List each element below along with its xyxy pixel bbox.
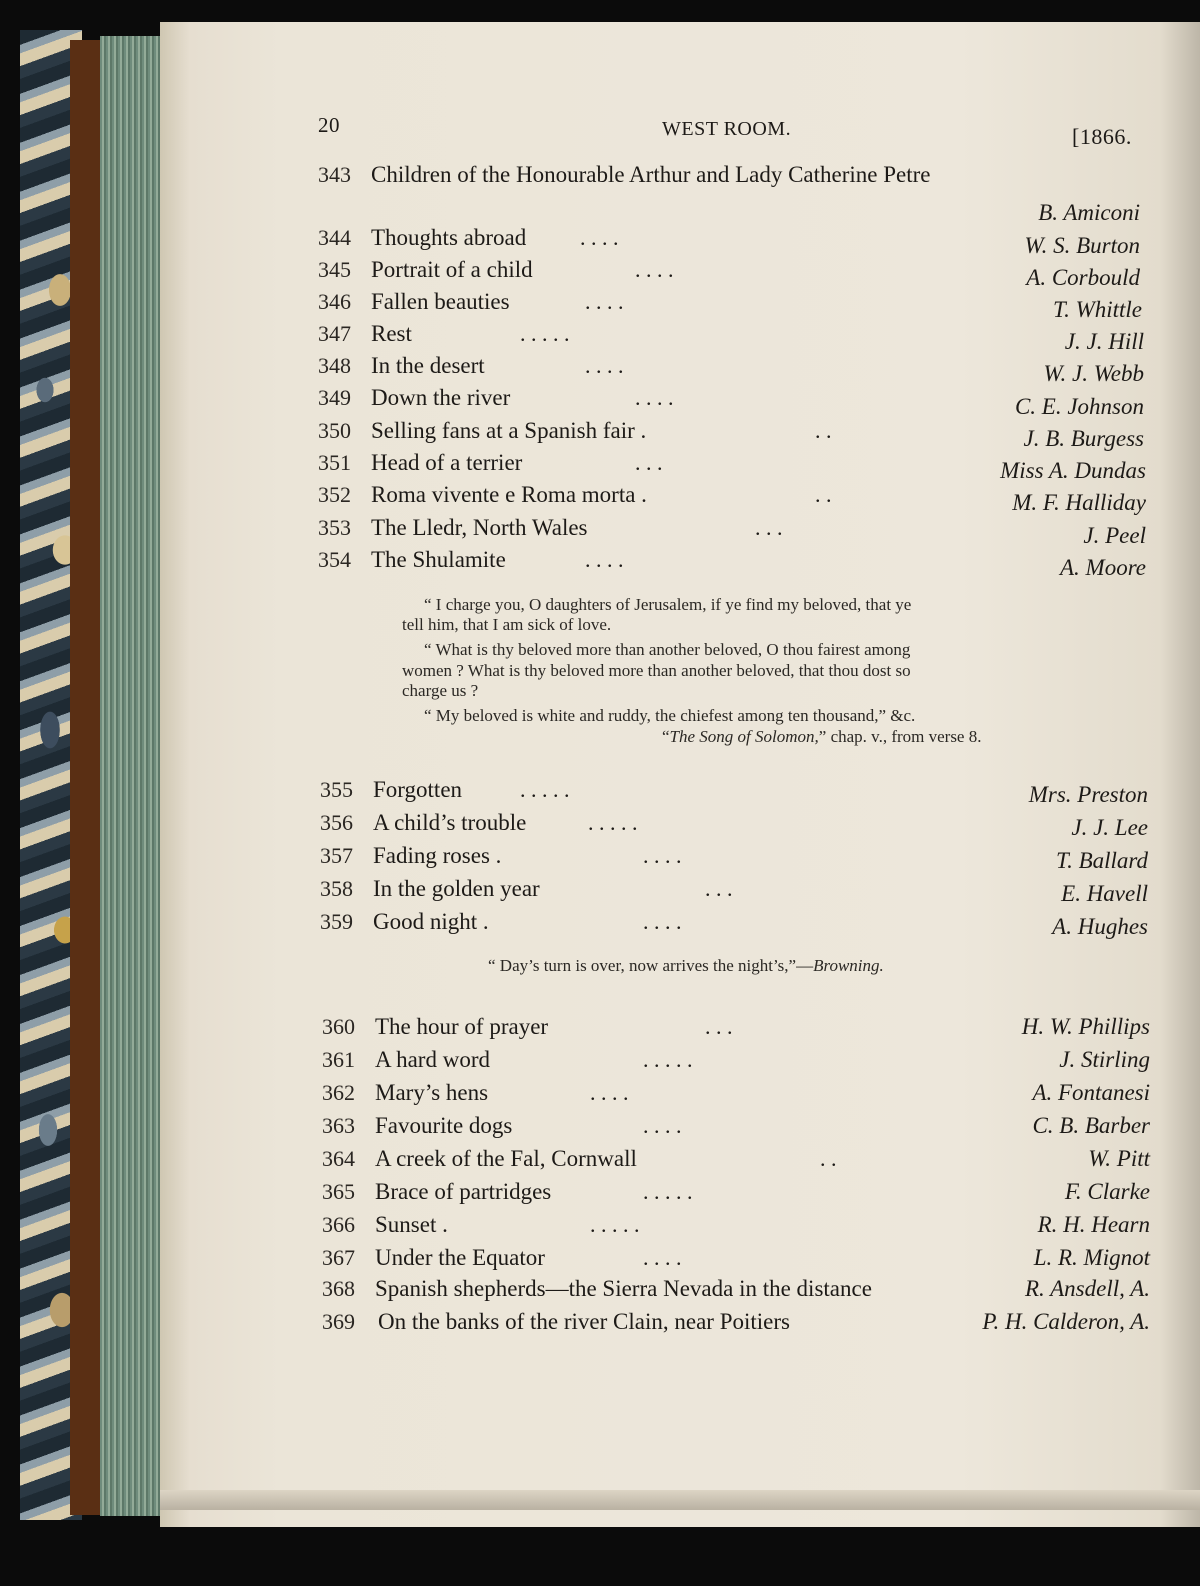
entry-artist: Miss A. Dundas: [1000, 458, 1146, 483]
leader-dots: . . . . .: [520, 777, 570, 802]
entry-number: 358: [320, 876, 353, 901]
quote-line: “ My beloved is white and ruddy, the chiefest among ten thousand,” &c.: [424, 706, 916, 725]
entry-title: Selling fans at a Spanish fair .: [371, 418, 647, 443]
entry-number: 351: [318, 450, 351, 475]
leader-dots: . . .: [755, 515, 783, 540]
entry-title: In the desert: [371, 353, 485, 378]
entry-number: 356: [320, 810, 353, 835]
entry-artist: H. W. Phillips: [1021, 1014, 1150, 1039]
entry-title: Roma vivente e Roma morta .: [371, 482, 647, 507]
entry-number: 346: [318, 289, 351, 314]
entry-title: Rest: [371, 321, 412, 346]
entry-title: Sunset .: [375, 1212, 448, 1237]
entry-artist: L. R. Mignot: [1033, 1245, 1150, 1270]
room-heading: WEST ROOM.: [662, 118, 792, 140]
entry-artist: A. Fontanesi: [1032, 1080, 1150, 1105]
leader-dots: . . . .: [590, 1080, 629, 1105]
quote-line: tell him, that I am sick of love.: [402, 615, 612, 634]
entry-artist: A. Moore: [1059, 555, 1146, 580]
entry-title: Children of the Honourable Arthur and Lady Catherine Petre: [371, 162, 931, 187]
entry-title: The hour of prayer: [375, 1014, 549, 1039]
entry-title: Thoughts abroad: [371, 225, 527, 250]
entry-artist: W. S. Burton: [1024, 233, 1140, 258]
leader-dots: . . . . .: [643, 1047, 693, 1072]
entry-artist: R. Ansdell, A.: [1024, 1276, 1150, 1301]
entry-title: Favourite dogs: [375, 1113, 513, 1138]
entry-number: 353: [318, 515, 351, 540]
leader-dots: . . . . .: [520, 321, 570, 346]
leader-dots: . .: [815, 482, 832, 507]
entry-number: 366: [322, 1212, 355, 1237]
page-bottom-edge: [160, 1490, 1200, 1510]
quote-mark: “: [662, 727, 670, 746]
leader-dots: . . . . .: [643, 1179, 693, 1204]
leader-dots: . . . . .: [590, 1212, 640, 1237]
entry-number: 361: [322, 1047, 355, 1072]
page-edges: [100, 36, 162, 1516]
leader-dots: . .: [815, 418, 832, 443]
entry-artist: R. H. Hearn: [1037, 1212, 1150, 1237]
entry-title: Spanish shepherds—the Sierra Nevada in the distance: [375, 1276, 872, 1301]
quote-line: “ What is thy beloved more than another beloved, O thou fairest among: [424, 640, 911, 659]
entry-number: 350: [318, 418, 351, 443]
entry-number: 368: [322, 1276, 355, 1301]
entry-artist: J. B. Burgess: [1023, 426, 1144, 451]
entry-number: 369: [322, 1309, 355, 1334]
entry-title: Fallen beauties: [371, 289, 510, 314]
entry-artist: C. B. Barber: [1032, 1113, 1150, 1138]
entry-artist: J. Stirling: [1059, 1047, 1150, 1072]
leader-dots: . . . .: [643, 843, 682, 868]
quote-text: “ Day’s turn is over, now arrives the night’s,”—: [488, 956, 814, 975]
leader-dots: . . . . .: [588, 810, 638, 835]
entry-title: Good night .: [373, 909, 489, 934]
entry-title: A creek of the Fal, Cornwall: [375, 1146, 637, 1171]
entry-number: 344: [318, 225, 351, 250]
entry-number: 357: [320, 843, 353, 868]
entry-title: The Shulamite: [371, 547, 506, 572]
year-label: [1866.: [1072, 124, 1132, 149]
entry-title: Mary’s hens: [375, 1080, 489, 1105]
entry-artist: E. Havell: [1061, 881, 1148, 906]
entry-artist: M. F. Halliday: [1012, 490, 1146, 515]
entry-title: The Lledr, North Wales: [371, 515, 588, 540]
leader-dots: . . . .: [585, 353, 624, 378]
leader-dots: . . .: [705, 1014, 733, 1039]
entry-title: Forgotten: [373, 777, 463, 802]
entry-artist: Mrs. Preston: [1028, 782, 1148, 807]
entry-number: 354: [318, 547, 351, 572]
leader-dots: . . . .: [643, 909, 682, 934]
entry-number: 355: [320, 777, 353, 802]
leader-dots: . . . .: [643, 1245, 682, 1270]
entry-number: 343: [318, 162, 351, 187]
leader-dots: . . . .: [635, 257, 674, 282]
entry-number: 349: [318, 385, 351, 410]
entry-title: Under the Equator: [375, 1245, 545, 1270]
entry-title: A hard word: [375, 1047, 490, 1072]
entry-artist: P. H. Calderon, A.: [982, 1309, 1150, 1334]
leader-dots: . . .: [635, 450, 663, 475]
quote-line: charge us ?: [402, 681, 479, 700]
entry-artist: J. J. Hill: [1064, 329, 1144, 354]
entry-artist: W. J. Webb: [1043, 361, 1144, 386]
entry-artist: A. Hughes: [1052, 914, 1148, 939]
entry-artist: A. Corbould: [1026, 265, 1140, 290]
entry-title: Head of a terrier: [371, 450, 523, 475]
entry-number: 364: [322, 1146, 355, 1171]
quote-source: [662, 727, 981, 747]
entry-artist: T. Ballard: [1055, 848, 1148, 873]
entry-artist: J. J. Lee: [1071, 815, 1148, 840]
quote-source-ref: ” chap. v., from verse 8.: [818, 727, 982, 746]
entry-number: 365: [322, 1179, 355, 1204]
entry-artist: W. Pitt: [1088, 1146, 1150, 1171]
entry-number: 359: [320, 909, 353, 934]
entry-title: Brace of partridges: [375, 1179, 552, 1204]
quote-line: “ I charge you, O daughters of Jerusalem, if ye find my beloved, that ye: [424, 595, 912, 614]
quote-source-title: The Song of Solomon,: [669, 727, 819, 746]
quote-line: women ? What is thy beloved more than another beloved, that thou dost so: [402, 661, 911, 680]
entry-number: 348: [318, 353, 351, 378]
entry-title: Down the river: [371, 385, 511, 410]
entry-number: 362: [322, 1080, 355, 1105]
entry-title: Portrait of a child: [371, 257, 533, 282]
quote-author: Browning.: [813, 956, 884, 975]
browning-quote: [488, 956, 884, 976]
leader-dots: . . .: [705, 876, 733, 901]
entry-number: 363: [322, 1113, 355, 1138]
page-number: 20: [318, 113, 340, 137]
leader-dots: . . . .: [580, 225, 619, 250]
entry-title: A child’s trouble: [373, 810, 527, 835]
leader-dots: . .: [820, 1146, 837, 1171]
entry-title: Fading roses .: [373, 843, 502, 868]
leader-dots: . . . .: [585, 547, 624, 572]
entry-number: 367: [322, 1245, 355, 1270]
entry-artist: T. Whittle: [1052, 297, 1142, 322]
leader-dots: . . . .: [585, 289, 624, 314]
leader-dots: . . . .: [643, 1113, 682, 1138]
entry-title: In the golden year: [373, 876, 540, 901]
leader-dots: . . . .: [635, 385, 674, 410]
entry-title: On the banks of the river Clain, near Poitiers: [378, 1309, 790, 1334]
entry-artist: B. Amiconi: [1038, 200, 1140, 225]
entry-number: 352: [318, 482, 351, 507]
entry-number: 347: [318, 321, 351, 346]
entry-artist: J. Peel: [1083, 523, 1146, 548]
entry-artist: F. Clarke: [1064, 1179, 1150, 1204]
entry-artist: C. E. Johnson: [1014, 394, 1144, 419]
entry-number: 345: [318, 257, 351, 282]
entry-number: 360: [322, 1014, 355, 1039]
